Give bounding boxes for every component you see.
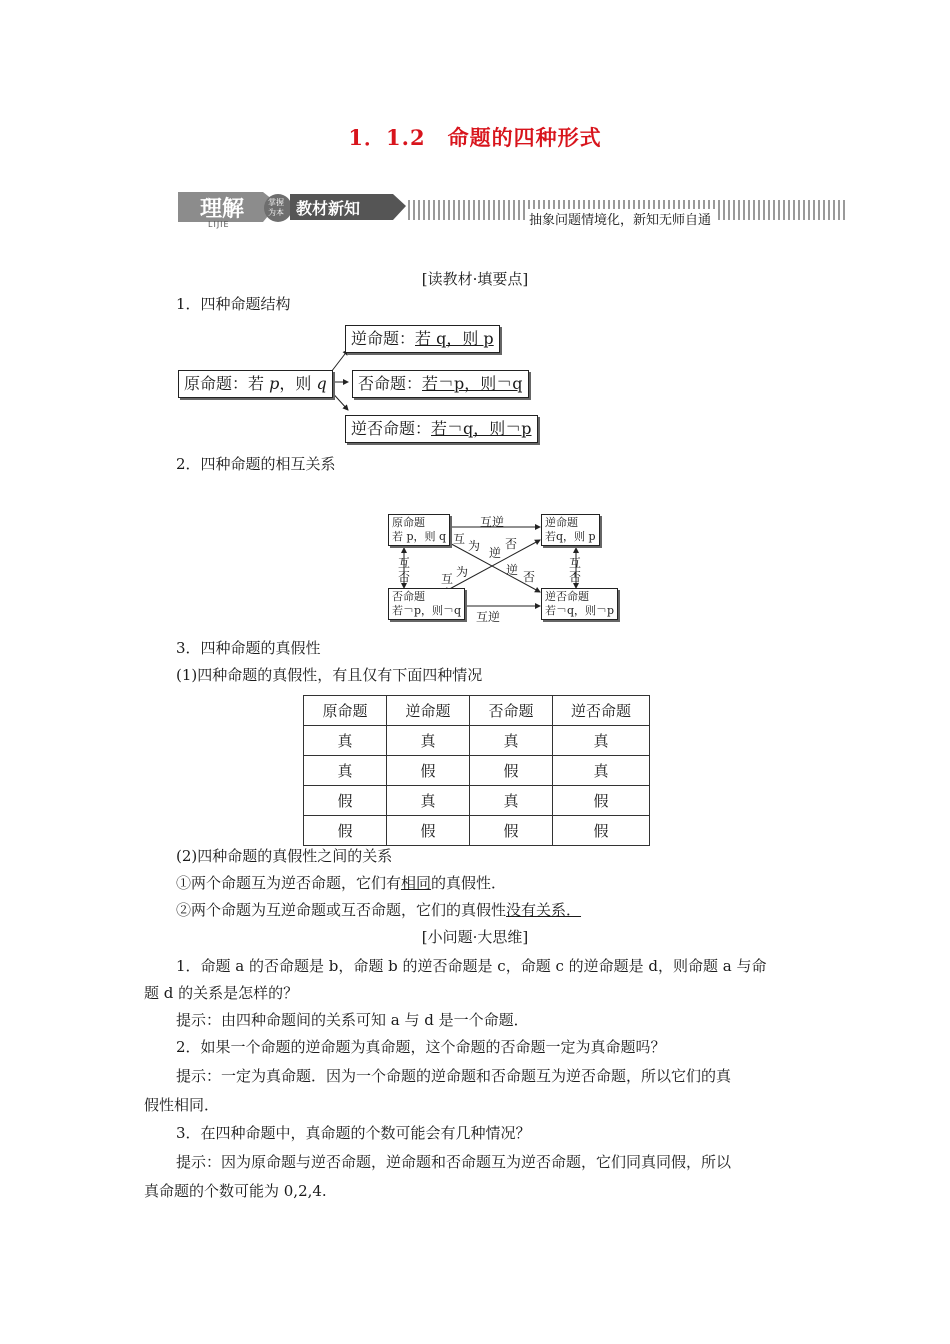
relation-converse-box <box>541 514 600 546</box>
contrapositive-proposition-box <box>345 415 538 443</box>
banner-logo-small-2: 为本 <box>268 208 284 217</box>
answer-3-line-2: 真命题的个数可能为 0,2,4. <box>144 1182 327 1200</box>
relation-diag-label-1: 互 <box>453 532 466 546</box>
table-cell: 假 <box>553 786 650 816</box>
rule-1-prefix: ①两个命题互为逆否命题，它们有 <box>176 874 402 892</box>
relation-diag-label-6: 为 <box>456 565 469 579</box>
table-cell: 真 <box>387 726 470 756</box>
relation-original-text: 若 p，则 q <box>392 530 447 543</box>
relation-original-box <box>388 514 450 546</box>
table-cell: 真 <box>304 726 387 756</box>
relation-left-label-2: 否 <box>398 570 411 584</box>
relation-left-label-1: 互 <box>398 556 411 570</box>
contra-fill: 若￢q，则￢p <box>431 419 532 438</box>
rule-2-prefix: ②两个命题为互逆命题或互否命题，它们的真假性 <box>176 901 507 919</box>
answer-1: 提示：由四种命题间的关系可知 a 与 d 是一个命题． <box>176 1011 529 1029</box>
banner-logo-pinyin: LIJIE <box>208 220 230 229</box>
section-header-read: [读教材·填要点] <box>421 270 529 288</box>
original-label: 原命题：若 <box>184 374 265 393</box>
table-row <box>304 756 650 786</box>
relation-diag-label-4: 否 <box>505 537 518 551</box>
relation-right-label-2: 否 <box>569 570 582 584</box>
converse-label: 逆命题： <box>351 329 416 348</box>
relation-diag-label-2: 为 <box>468 539 481 553</box>
converse-proposition-box <box>345 325 500 353</box>
table-cell: 假 <box>470 816 553 846</box>
item-1-heading: 1．四种命题结构 <box>176 295 291 313</box>
table-cell: 假 <box>304 786 387 816</box>
table-cell: 假 <box>470 756 553 786</box>
relation-inverse-box <box>388 588 465 620</box>
rule-1-suffix: 的真假性． <box>431 874 507 892</box>
table-cell: 真 <box>304 756 387 786</box>
table-cell: 假 <box>387 756 470 786</box>
table-header-cell: 原命题 <box>304 696 387 726</box>
page-title: 1．1.2 命题的四种形式 <box>348 125 602 150</box>
banner-logo-sub: 教材新知 <box>296 199 361 218</box>
relation-diag-label-8: 否 <box>523 570 536 584</box>
original-proposition-box <box>178 370 333 398</box>
relation-contra-title: 逆否命题 <box>545 590 589 603</box>
relation-inverse-text: 若￢p，则￢q <box>392 604 462 617</box>
table-cell: 真 <box>470 786 553 816</box>
relation-converse-text: 若q，则 p <box>545 530 596 543</box>
item-3-1: (1)四种命题的真假性，有且仅有下面四种情况 <box>176 666 483 684</box>
relation-inverse-title: 否命题 <box>392 590 425 603</box>
rule-2-fill: 没有关系． <box>506 901 582 919</box>
converse-fill: 若 q，则 p <box>415 329 494 348</box>
table-cell: 真 <box>470 726 553 756</box>
table-header-cell: 否命题 <box>470 696 553 726</box>
answer-3-line-1: 提示：因为原命题与逆否命题，逆命题和否命题互为逆否命题，它们同真同假，所以 <box>176 1153 732 1171</box>
relation-right-label-1: 互 <box>569 556 582 570</box>
contra-label: 逆否命题： <box>351 419 432 438</box>
item-3-2: (2)四种命题的真假性之间的关系 <box>176 847 393 865</box>
relation-contra-text: 若￢q，则￢p <box>545 604 615 617</box>
table-cell: 真 <box>387 786 470 816</box>
answer-2-line-1: 提示：一定为真命题．因为一个命题的逆命题和否命题互为逆否命题，所以它们的真 <box>176 1067 732 1085</box>
relation-bottom-label: 互逆 <box>476 610 501 624</box>
relation-converse-title: 逆命题 <box>545 516 578 529</box>
inverse-fill: 若￢p，则￢q <box>422 374 523 393</box>
table-header-row <box>304 696 650 726</box>
table-cell: 假 <box>387 816 470 846</box>
relation-contrapositive-box <box>541 588 618 620</box>
table-cell: 假 <box>304 816 387 846</box>
relation-diag-label-7: 逆 <box>506 563 519 577</box>
rule-1-fill: 相同 <box>401 874 432 892</box>
question-2: 2．如果一个命题的逆命题为真命题，这个命题的否命题一定为真命题吗？ <box>176 1038 666 1056</box>
original-p: p <box>269 374 280 393</box>
answer-2-line-2: 假性相同． <box>144 1096 220 1114</box>
table-header-cell: 逆命题 <box>387 696 470 726</box>
relation-rule-2 <box>176 899 581 921</box>
banner-logo-small-1: 掌握 <box>268 198 284 207</box>
section-banner <box>178 192 848 232</box>
table-cell: 假 <box>553 816 650 846</box>
item-2-heading: 2．四种命题的相互关系 <box>176 455 336 473</box>
inverse-proposition-box <box>352 370 529 398</box>
banner-logo-main: 理解 <box>200 197 245 222</box>
table-header-cell: 逆否命题 <box>553 696 650 726</box>
inverse-label: 否命题： <box>358 374 423 393</box>
table-row <box>304 726 650 756</box>
original-q: q <box>316 374 327 393</box>
table-cell: 真 <box>553 756 650 786</box>
relation-diag-label-3: 逆 <box>489 546 502 560</box>
truth-table <box>303 695 650 846</box>
relation-top-label: 互逆 <box>480 515 505 529</box>
original-mid: ，则 <box>279 374 312 393</box>
question-1-line-1: 1．命题 a 的否命题是 b，命题 b 的逆否命题是 c，命题 c 的逆命题是 d，则命题 a 与命 <box>176 957 767 975</box>
section-header-think: [小问题·大思维] <box>421 928 529 946</box>
relation-rule-1 <box>176 872 506 894</box>
banner-slogan: 抽象问题情境化，新知无师自通 <box>525 209 715 228</box>
question-1-line-2: 题 d 的关系是怎样的？ <box>144 984 299 1002</box>
table-cell: 真 <box>553 726 650 756</box>
question-3: 3．在四种命题中，真命题的个数可能会有几种情况？ <box>176 1124 531 1142</box>
table-row <box>304 786 650 816</box>
relation-diag-label-5: 互 <box>441 572 454 586</box>
relation-original-title: 原命题 <box>392 516 425 529</box>
item-3-heading: 3．四种命题的真假性 <box>176 639 321 657</box>
table-row <box>304 816 650 846</box>
